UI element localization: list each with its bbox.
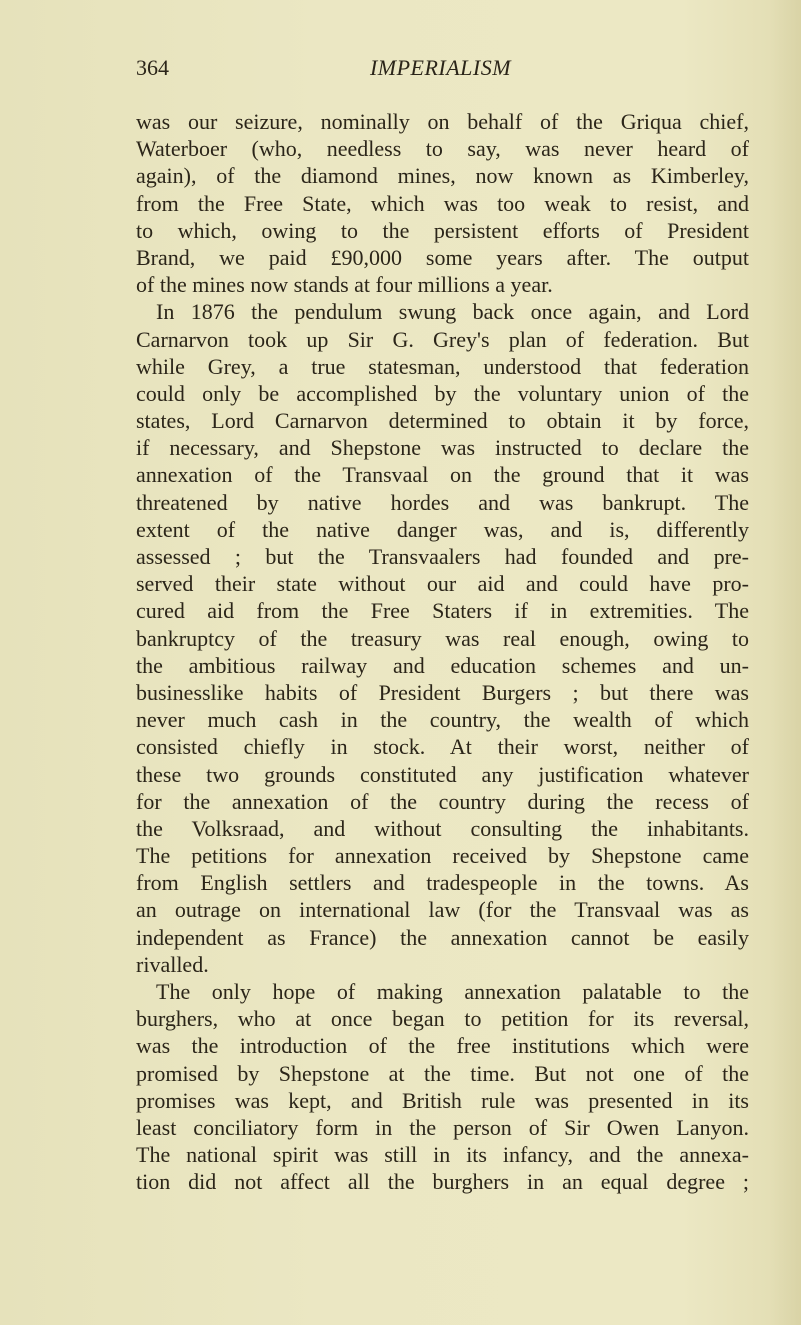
text-line: businesslike habits of President Burgers ; but there was [136,679,749,705]
text-line: annexation of the Transvaal on the ground that it was [136,462,749,488]
text-line: tion did not affect all the burghers in an equal degree ; [136,1169,749,1195]
text-line: bankruptcy of the treasury was real enough, owing to [136,625,749,651]
text-line: least conciliatory form in the person of Sir Owen Lanyon. [136,1114,749,1140]
text-line: assessed ; but the Transvaalers had founded and pre- [136,544,749,569]
text-line: Waterboer (who, needless to say, was never heard of [136,136,749,162]
text-line: the Volksraad, and without consulting the inhabitants. [136,815,749,841]
text-line: an outrage on international law (for the Transvaal was as [136,897,749,923]
text-line: from the Free State, which was too weak to resist, and [136,190,749,216]
body-text [136,108,749,1196]
text-line: burghers, who at once began to petition for its reversal, [136,1006,749,1032]
text-line: of the mines now stands at four millions a year. [136,272,553,298]
text-line: served their state without our aid and could have pro- [136,571,749,597]
text-line: promises was kept, and British rule was presented in its [136,1087,749,1113]
text-line: The petitions for annexation received by Shepstone came [136,843,749,869]
text-line: cured aid from the Free Staters if in extremities. The [136,598,749,624]
text-line: for the annexation of the country during the recess of [136,788,749,814]
text-line: if necessary, and Shepstone was instructed to declare the [136,435,749,461]
text-line: to which, owing to the persistent efforts of President [136,217,749,243]
text-line: the ambitious railway and education schemes and un- [136,652,749,678]
running-title: IMPERIALISM [369,55,512,80]
text-line: could only be accomplished by the voluntary union of the [136,380,749,406]
text-line: The national spirit was still in its infancy, and the annexa- [136,1142,749,1168]
text-line: again), of the diamond mines, now known as Kimberley, [136,163,749,189]
text-line: was the introduction of the free institutions which were [136,1033,749,1059]
text-line: states, Lord Carnarvon determined to obtain it by force, [136,408,749,434]
page-number: 364 [136,55,169,80]
text-line: from English settlers and tradespeople in the towns. As [136,870,749,896]
text-line: independent as France) the annexation cannot be easily [136,924,749,950]
text-line: never much cash in the country, the wealth of which [136,707,749,733]
text-line: was our seizure, nominally on behalf of the Griqua chief, [136,109,749,134]
text-line: threatened by native hordes and was bankrupt. The [136,489,749,515]
text-line: consisted chiefly in stock. At their worst, neither of [136,734,749,760]
text-line: these two grounds constituted any justification whatever [136,761,749,787]
text-line: promised by Shepstone at the time. But not one of the [136,1060,749,1086]
text-line: Carnarvon took up Sir G. Grey's plan of federation. But [136,326,749,352]
text-line: Brand, we paid £90,000 some years after. The output [136,244,749,270]
text-line: In 1876 the pendulum swung back once again, and Lord [156,299,749,325]
text-line: The only hope of making annexation palatable to the [156,979,749,1004]
text-line: while Grey, a true statesman, understood that federation [136,353,749,379]
text-line: extent of the native danger was, and is, differently [136,516,749,542]
text-line: rivalled. [136,951,209,977]
